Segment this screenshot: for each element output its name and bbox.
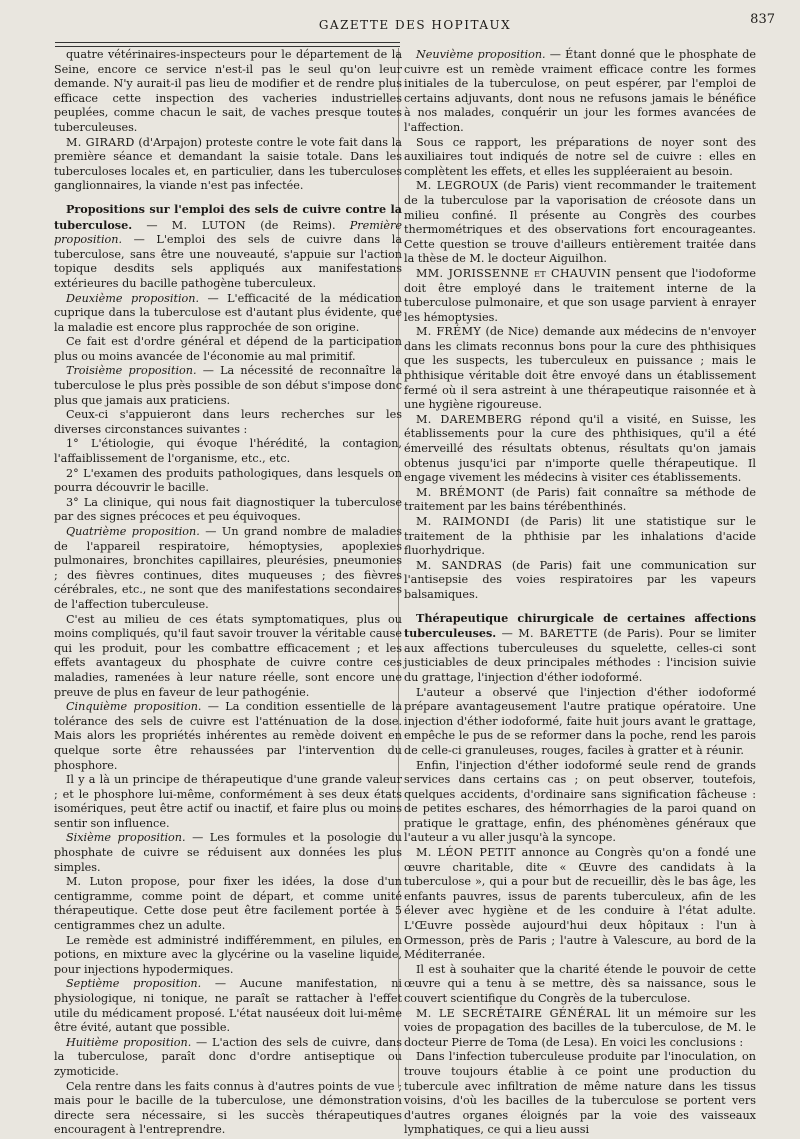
proposition-label: Troisième proposition. — [66, 364, 197, 378]
paragraph — [54, 364, 402, 408]
proposition-label: Première proposition. — [54, 218, 402, 247]
speaker-name: M. GIRARD — [66, 135, 135, 149]
paragraph-text: (de Paris) fait connaître sa méthode de traitement par les bains térébenthinés. — [404, 485, 756, 514]
paragraph-text: répond qu'il a visité, en Suisse, les établissements pour la cure des phthisiques, qu'il a été émerveillé des résultats obtenus, résultats qu'on jamais obtenus jusqu'ici par n'importe quelle thérapeutique. Il engage vivement les médecins à visiter ces établissements. — [404, 412, 756, 485]
paragraph-text: Dans l'infection tuberculeuse produite par l'inoculation, on trouve toujours établie à ce point une production du tubercule avec infiltration de même nature dans les tissus voisins, d'où les bacilles de la tuberculose se portent vers d'autres organes éloignés par la voie des vaisseaux lymphatiques, ce qui a lieu aussi — [404, 1050, 756, 1137]
paragraph-text: Le remède est administré indifféremment, en pilules, en potions, en mixture avec la glycérine ou la vaseline liquide, pour injections hypodermiques. — [54, 933, 402, 976]
paragraph-text: (de Paris) fait une communication sur l'antisepsie des voies respiratoires par les vapeurs balsamiques. — [404, 558, 756, 601]
section-spacer — [54, 194, 402, 202]
speaker-name: M. DAREMBERG — [416, 412, 522, 426]
paragraph-text: L'auteur a observé que l'injection d'éther iodoformé prépare avantageusement l'autre pratique opératoire. Une injection d'éther iodoformé, faite huit jours avant le grattage, empêche le pus de se reformer dans la poche, rend les parois de celle-ci granuleuses, rouges, faciles à gratter et à réunir. — [404, 685, 756, 757]
paragraph — [404, 1007, 756, 1051]
paragraph — [54, 292, 402, 336]
paragraph-text: — Étant donné que le phosphate de cuivre est un remède vraiment efficace contre les formes initiales de la tuberculose, on peut espérer, par l'emploi de certains adjuvants, dont nous ne refusons jamais le bénéfice à nos malades, conquérir un jour les formes avancées de l'affection. — [404, 48, 757, 134]
paragraph-text: Cela rentre dans les faits connus à d'autres points de vue ; mais pour le bacille de la tuberculose, une démonstration directe sera nécessaire, si les succès thérapeutiques encouragent à l'entreprendre. — [54, 1079, 402, 1137]
paragraph-text: — Un grand nombre de maladies de l'appareil respiratoire, hémoptysies, apoplexies pulmonaires, bronchites capillaires, pleurésies, pneumonies ; des fièvres continues, dites muqueuses ; des fièvres cérébrales, etc., ne sont que des manifestations secondaires de l'affection tuberculeuse. — [54, 525, 402, 611]
paragraph-text: Il est à souhaiter que la charité étende le pouvoir de cette œuvre qui a tenu à se mettre, dès sa naissance, sous le couvert scientifique du Congrès de la tuberculose. — [404, 962, 756, 1005]
paragraph — [54, 934, 402, 978]
paragraph — [54, 467, 402, 496]
proposition-label: Septième proposition. — [66, 977, 202, 991]
paragraph-text: (de Paris) lit une statistique sur le traitement de la phthisie par les inhalations d'acide fluorhydrique. — [404, 515, 756, 558]
paragraph-text: Ce fait est d'ordre général et dépend de la participation plus ou moins avancée de l'économie au mal primitif. — [54, 335, 402, 363]
paragraph-text: quatre vétérinaires-inspecteurs pour le département de la Seine, encore ce service n'est-il pas le seul qu'on leur demande. N'y aurait-il pas lieu de modifier et de rendre plus efficace cette inspection des vacheries industrielles peuplées, comme chacun le sait, de vaches presque toutes tuberculeuses. — [54, 48, 402, 134]
paragraph — [404, 1050, 756, 1138]
paragraph — [404, 179, 756, 267]
paragraph-text: 2° L'examen des produits pathologiques, dans lesquels on pourra découvrir le bacille. — [54, 466, 402, 495]
paragraph-text: — L'emploi des sels de cuivre dans la tuberculose, sans être une nouveauté, s'appuie sur l'action topique desdits sels appliqués aux manifestations extérieures du bacille pathogène tuberculeux. — [54, 233, 402, 290]
right-column — [404, 48, 756, 1138]
paragraph — [404, 515, 756, 559]
speaker-name: M. LÉON PETIT — [416, 846, 516, 860]
proposition-label: Cinquième proposition. — [66, 700, 202, 714]
paragraph: Thérapeutique chirurgicale de certaines affections tuberculeuses. — M. BARETTE (de Paris). Pour se limiter aux affections tuberculeuses du squelette, celles-ci sont justiciables de deux principales méthodes : l'incision suivie du grattage, l'injection d'éther iodoformé. — [404, 610, 756, 684]
paragraph — [54, 700, 402, 773]
page-header — [55, 12, 775, 40]
paragraph-text: Ceux-ci s'appuieront dans leurs recherches sur les diverses circonstances suivantes : — [54, 408, 402, 436]
paragraph — [54, 1080, 402, 1138]
paragraph-text: — Les formules et la posologie du phosphate de cuivre se réduisent aux données les plus simples. — [54, 831, 402, 874]
header-rule-thin — [55, 46, 400, 47]
section-spacer — [404, 603, 756, 611]
paragraph — [54, 525, 402, 613]
paragraph — [404, 963, 756, 1007]
paragraph — [404, 413, 756, 486]
paragraph-text: pensent que l'iodoforme doit être employé dans le traitement interne de la tuberculose pulmonaire, et que son usage parvient à enrayer les hémoptysies. — [404, 266, 756, 324]
proposition-label: Huitième proposition. — [66, 1035, 192, 1049]
paragraph — [404, 846, 756, 963]
paragraph-text: — Aucune manifestation, ni physiologique, ni tonique, ne paraît se rattacher à l'effet utile du médicament proposé. L'état nauséeux doit lui-même être évité, autant que possible. — [54, 977, 402, 1035]
paragraph — [54, 496, 402, 525]
proposition-label: Sixième proposition. — [66, 831, 186, 845]
paragraph-text: (de Reims). — [246, 218, 350, 232]
paragraph — [54, 1036, 402, 1080]
paragraph-text: C'est au milieu de ces états symptomatiques, plus ou moins compliqués, qu'il faut savoir trouver la véritable cause qui les produit, pour les combattre efficacement ; et les effets avantageux du phosphate de cuivre contre ces maladies, ramenées à leur nature réelle, sont encore une preuve de plus en faveur de leur pathogénie. — [54, 612, 402, 699]
paragraph-text: annonce au Congrès qu'on a fondé une œuvre charitable, dite « Œuvre des candidats à la tuberculose », qui a pour but de recueillir, dès le bas âge, les enfants pauvres, issus de parents tuberculeux, afin de les élever avec hygiène et de les conduire à l'état adulte. L'Œuvre possède aujourd'hui deux hôpitaux : l'un à Ormesson, près de Paris ; l'autre à Valescure, au bord de la Méditerranée. — [404, 846, 757, 962]
speaker-name: M. FRÉMY — [416, 325, 482, 339]
paragraph-text: — La condition essentielle de la tolérance des sels de cuivre est l'atténuation de la dose. Mais alors les propriétés inhérentes au remède doivent en quelque sorte être rehaussées par l'intervention du phosphore. — [54, 700, 402, 772]
speaker-name: M. RAIMONDI — [416, 515, 510, 528]
section-heading: Thérapeutique chirurgicale de certaines affections tuberculeuses. — [404, 610, 756, 641]
section-heading: Propositions sur l'emploi des sels de cuivre contre la tuberculose. — [54, 201, 402, 232]
paragraph-text: lit un mémoire sur les voies de propagation des bacilles de la tuberculose, de M. le docteur Pierre de Toma (de Lesa). En voici les conclusions : — [404, 1006, 756, 1049]
speaker-name: M. BRÉMONT — [416, 485, 505, 499]
paragraph — [404, 325, 756, 413]
paragraph — [54, 136, 402, 194]
paragraph — [54, 437, 402, 466]
paragraph — [404, 267, 756, 325]
paragraph — [54, 977, 402, 1035]
paragraph-text: (de Paris). Pour se limiter aux affections tuberculeuses du squelette, celles-ci sont justiciables de deux principales méthodes : l'incision suivie du grattage, l'injection d'éther iodoformé. — [404, 627, 756, 684]
paragraph-text: Enfin, l'injection d'éther iodoformé seule rend de grands services dans certains cas ; on peut observer, toutefois, quelques accidents, d'ordinaire sans signification fâcheuse : de petites eschares, des hémorrhagies de la paroi quand on pratique le grattage, enfin, des phénomènes généraux que l'auteur a vu aller jusqu'à la syncope. — [404, 758, 756, 845]
paragraph — [404, 486, 756, 515]
speaker-name: M. LE SECRÉTAIRE GÉNÉRAL — [416, 1006, 611, 1020]
paragraph — [54, 831, 402, 875]
paragraph-text: — L'action des sels de cuivre, dans la tuberculose, paraît donc d'ordre antiseptique ou zymoticide. — [54, 1035, 402, 1078]
paragraph-text: (de Nice) demande aux médecins de n'envoyer dans les climats reconnus bons pour la cure des phthisiques que les suspects, les tuberculeux en puissance ; mais le phthisique véritable doit être envoyé dans un établissement fermé où il sera astreint à une thérapeutique raisonnée et à une hygiène rigoureuse. — [404, 325, 756, 412]
proposition-label: Deuxième proposition. — [66, 291, 200, 305]
left-column — [54, 48, 402, 1138]
paragraph — [404, 136, 756, 180]
paragraph-text: 1° L'étiologie, qui évoque l'hérédité, la contagion, l'affaiblissement de l'organisme, etc., etc. — [54, 437, 402, 466]
paragraph-text: (de Paris) vient recommander le traitement de la tuberculose par la vaporisation de créosote dans un milieu confiné. Il présente au Congrès des courbes thermométriques et des observations fort encourageantes. Cette question se trouve d'ailleurs entièrement traitée dans la thèse de M. le docteur Aiguilhon. — [404, 179, 756, 266]
paragraph — [54, 335, 402, 364]
paragraph-text: 3° La clinique, qui nous fait diagnostiquer la tuberculose par des signes précoces et peu équivoques. — [54, 495, 402, 524]
paragraph — [54, 773, 402, 831]
paragraph-text: Il y a là un principe de thérapeutique d'une grande valeur ; et le phosphore lui-même, conformément à ses deux états isomériques, peut être actif ou inactif, et faire plus ou moins sentir son influence. — [54, 773, 402, 830]
speaker-name: M. LEGROUX — [416, 179, 499, 193]
paragraph: Propositions sur l'emploi des sels de cuivre contre la tuberculose. — M. LUTON (de Reims). Première proposition. — L'emploi des sels de cuivre dans la tuberculose, sans être une nouveauté, s'appuie sur l'action topique desdits sels appliqués aux manifestations extérieures du bacille pathogène tuberculeux. — [54, 201, 402, 290]
speaker-name: M. LUTON — [171, 218, 247, 232]
paragraph — [54, 408, 402, 437]
proposition-label: Quatrième proposition. — [66, 525, 200, 538]
paragraph-text: M. Luton propose, pour fixer les idées, la dose d'un centigramme, comme point de départ, et comme unité thérapeutique. Cette dose peut être facilement portée à 5 centigrammes chez un adulte. — [54, 875, 402, 933]
speaker-name: MM. JORISSENNE et CHAUVIN — [416, 266, 612, 280]
paragraph — [404, 686, 756, 759]
paragraph-text: — La nécessité de reconnaître la tuberculose le plus près possible de son début s'impose donc plus que jamais aux praticiens. — [54, 364, 402, 407]
paragraph-text: — L'efficacité de la médication cuprique dans la tuberculose est d'autant plus évidente, que la maladie est encore plus rapprochée de son origine. — [54, 291, 403, 334]
proposition-label: Neuvième proposition. — [416, 48, 546, 61]
paragraph-text: Sous ce rapport, les préparations de noyer sont des auxiliaires tout indiqués de notre sel de cuivre : elles en complètent les effets, et elles les suppléeraient au besoin. — [404, 135, 756, 178]
paragraph — [404, 48, 756, 136]
paragraph — [404, 559, 756, 603]
speaker-name: M. BARETTE — [518, 627, 598, 641]
paragraph — [404, 759, 756, 847]
paragraph-text: (d'Arpajon) proteste contre le vote fait dans la première séance et demandant la saisie totale. Dans les tuberculoses locales et, en particulier, dans les tuberculoses ganglionnaires, la viande n'est pas infectée. — [54, 135, 402, 193]
speaker-name: M. SANDRAS — [416, 558, 503, 572]
paragraph — [54, 48, 402, 136]
paragraph — [54, 613, 402, 701]
page-number: 837 — [750, 12, 775, 27]
journal-title: GAZETTE DES HOPITAUX — [318, 18, 512, 32]
header-rule — [55, 42, 400, 43]
paragraph — [54, 875, 402, 933]
